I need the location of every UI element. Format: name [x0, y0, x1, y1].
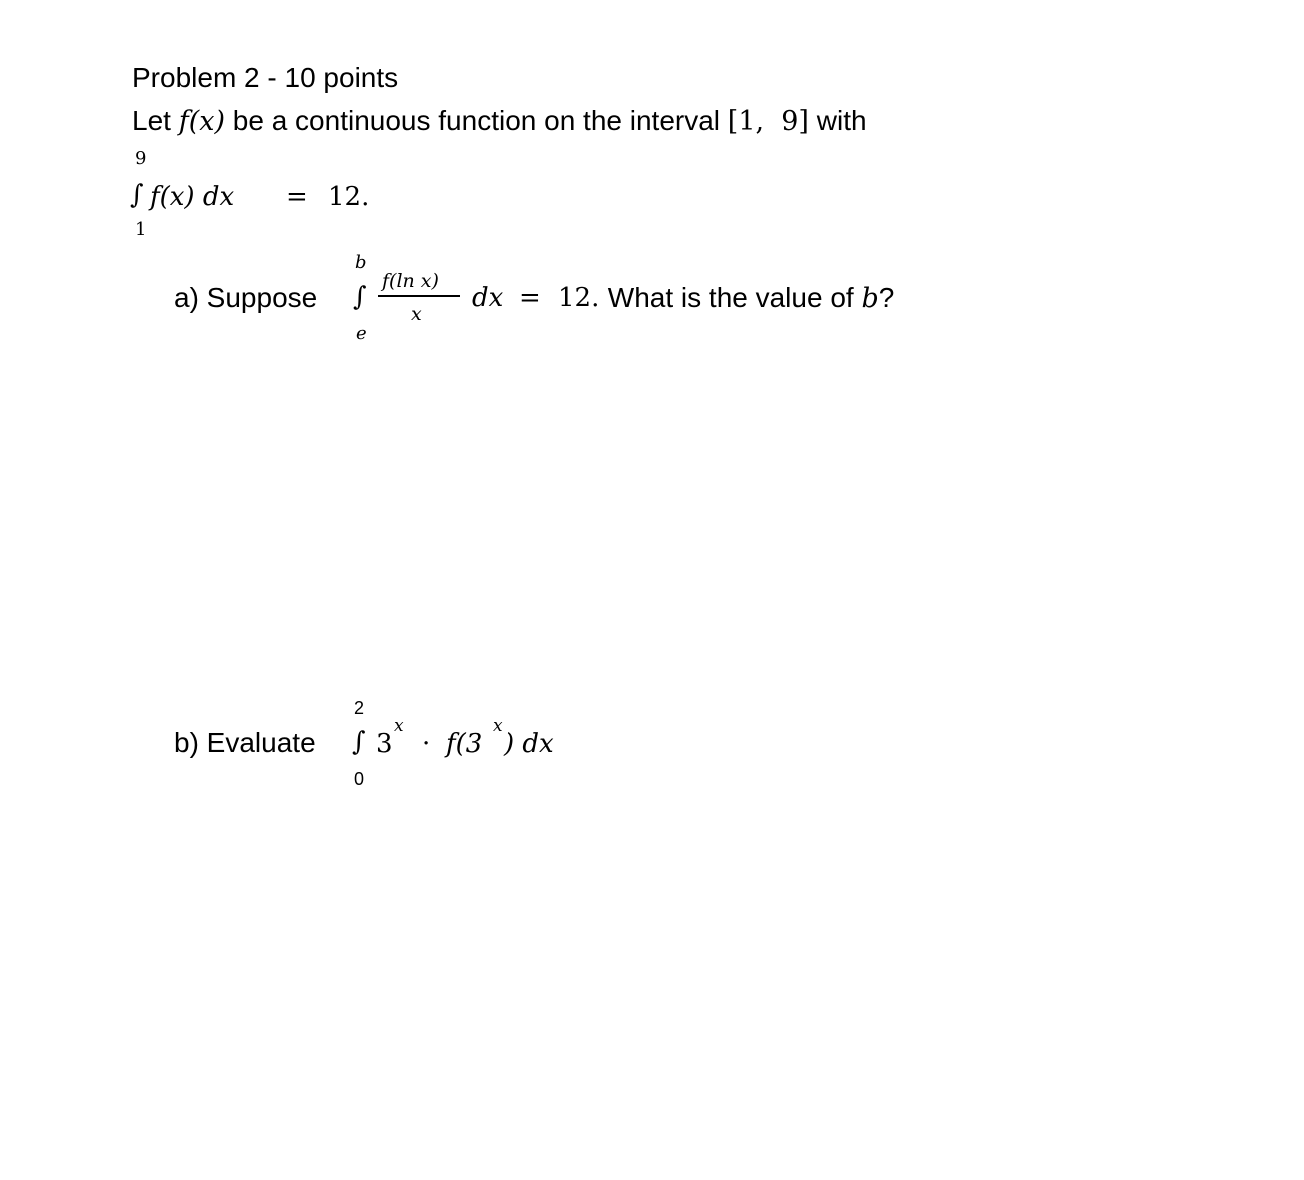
part-a-upper-limit: b [355, 252, 367, 273]
given-lower-limit: 1 [135, 219, 147, 240]
part-b-upper-limit: 2 [354, 698, 365, 718]
part-b-dot: · [422, 729, 431, 759]
intro-text-3: with [808, 105, 867, 136]
part-a-value: 12. [558, 283, 600, 313]
part-b-func-close: ) dx [504, 729, 554, 759]
part-a-equals: = [519, 283, 541, 313]
part-b-label: b) Evaluate [174, 727, 316, 758]
problem-title: Problem 2 - 10 points [132, 62, 399, 93]
part-a-question-end: ? [878, 282, 895, 313]
intro-math-fx: f(x) [178, 106, 225, 137]
part-a-question [600, 284, 894, 312]
part-a-differential: dx [472, 283, 504, 313]
given-upper-limit: 9 [135, 148, 147, 169]
part-b-exponent-1: x [394, 716, 404, 736]
given-integral-sign: ∫ [130, 180, 144, 210]
part-b-func-open: f(3 [446, 729, 483, 759]
intro-math-interval: [1, 9] [727, 106, 809, 137]
given-integrand: f(x) dx [150, 182, 235, 212]
part-a-numerator: f(ln x) [382, 270, 439, 292]
part-b-base: 3 [376, 729, 393, 759]
given-value: 12. [328, 182, 370, 212]
part-a-question-var: b [861, 283, 879, 314]
part-b-integral-sign: ∫ [352, 727, 366, 757]
problem-intro [132, 107, 867, 135]
part-a-label: a) Suppose [174, 282, 318, 313]
part-a-question-text: What is the value of [600, 282, 862, 313]
part-b-lower-limit: 0 [354, 769, 365, 789]
given-equals: = [286, 182, 308, 212]
intro-text-1: Let [132, 105, 179, 136]
intro-text-2: be a continuous function on the interval [225, 105, 728, 136]
part-a-fraction-bar [378, 295, 460, 297]
part-a-integral-sign: ∫ [353, 282, 367, 312]
part-a-lower-limit: e [356, 323, 367, 344]
part-b-exponent-2: x [493, 716, 503, 736]
part-a-denominator: x [411, 303, 422, 325]
